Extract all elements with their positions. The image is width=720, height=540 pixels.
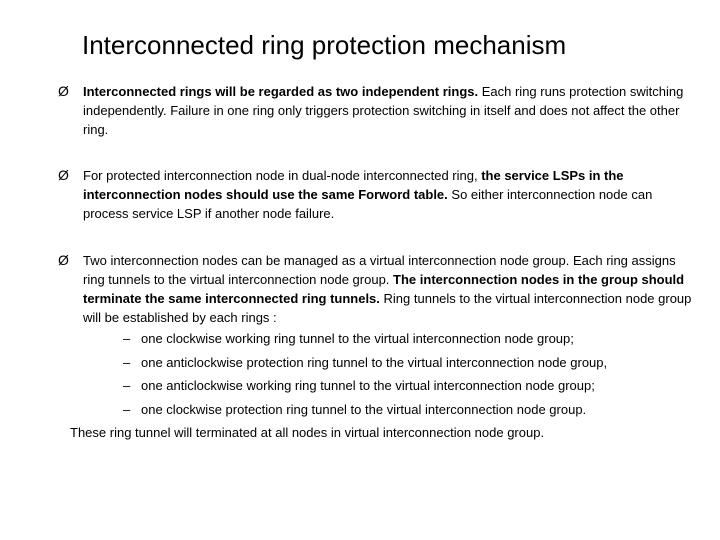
sub-list — [123, 327, 698, 421]
dash-icon: – — [123, 401, 131, 417]
bullet-3-bold: The interconnection nodes in the group should terminate the same interconnected ring tunnels. — [83, 272, 685, 306]
bullet-2-rest: So either interconnection node can process service LSP if another node failure. — [83, 187, 653, 221]
closing-text: These ring tunnel will terminated at all nodes in virtual interconnection node group. — [70, 425, 545, 440]
bullet-1-text — [83, 82, 698, 139]
slide-title: Interconnected ring protection mechanism — [82, 30, 567, 60]
bullet-3-rest: Ring tunnels to the virtual interconnection node group will be established by each rings : — [83, 291, 692, 325]
bullet-2 — [58, 166, 698, 223]
sub-item-text: one anticlockwise working ring tunnel to the virtual interconnection node group; — [141, 378, 595, 393]
sub-item — [123, 398, 698, 422]
sub-item — [123, 374, 698, 398]
dash-icon: – — [123, 378, 131, 393]
bullet-2-text — [83, 166, 698, 223]
sub-item-text: one anticlockwise protection ring tunnel to the virtual interconnection node group, — [141, 354, 608, 370]
bullet-1 — [58, 82, 698, 139]
arrow-bullet-icon: Ø — [58, 83, 69, 99]
bullet-2-bold: the service LSPs in the interconnection nodes should use the same Forword table. — [83, 168, 624, 202]
bullet-3 — [58, 251, 698, 445]
sub-item — [123, 327, 698, 351]
dash-icon: – — [123, 331, 131, 346]
sub-item-text: one clockwise working ring tunnel to the virtual interconnection node group; — [141, 331, 574, 346]
arrow-bullet-icon: Ø — [58, 252, 69, 268]
arrow-bullet-icon: Ø — [58, 167, 69, 183]
bullet-2-pre: For protected interconnection node in dual-node interconnected ring, — [83, 168, 482, 183]
sub-item-text: one clockwise protection ring tunnel to the virtual interconnection node group. — [141, 401, 587, 417]
dash-icon: – — [123, 354, 131, 370]
bullet-3-text — [83, 251, 698, 327]
bullet-1-rest: Each ring runs protection switching independently. Failure in one ring only triggers protection switching in itself and does not affect the other ring. — [83, 84, 684, 137]
sub-item — [123, 351, 698, 375]
bullet-1-bold: Interconnected rings will be regarded as two independent rings. — [83, 84, 479, 99]
bullet-3-pre: Two interconnection nodes can be managed as a virtual interconnection node group. Each ring assigns ring tunnels to the virtual interconnection node group. — [83, 253, 676, 287]
